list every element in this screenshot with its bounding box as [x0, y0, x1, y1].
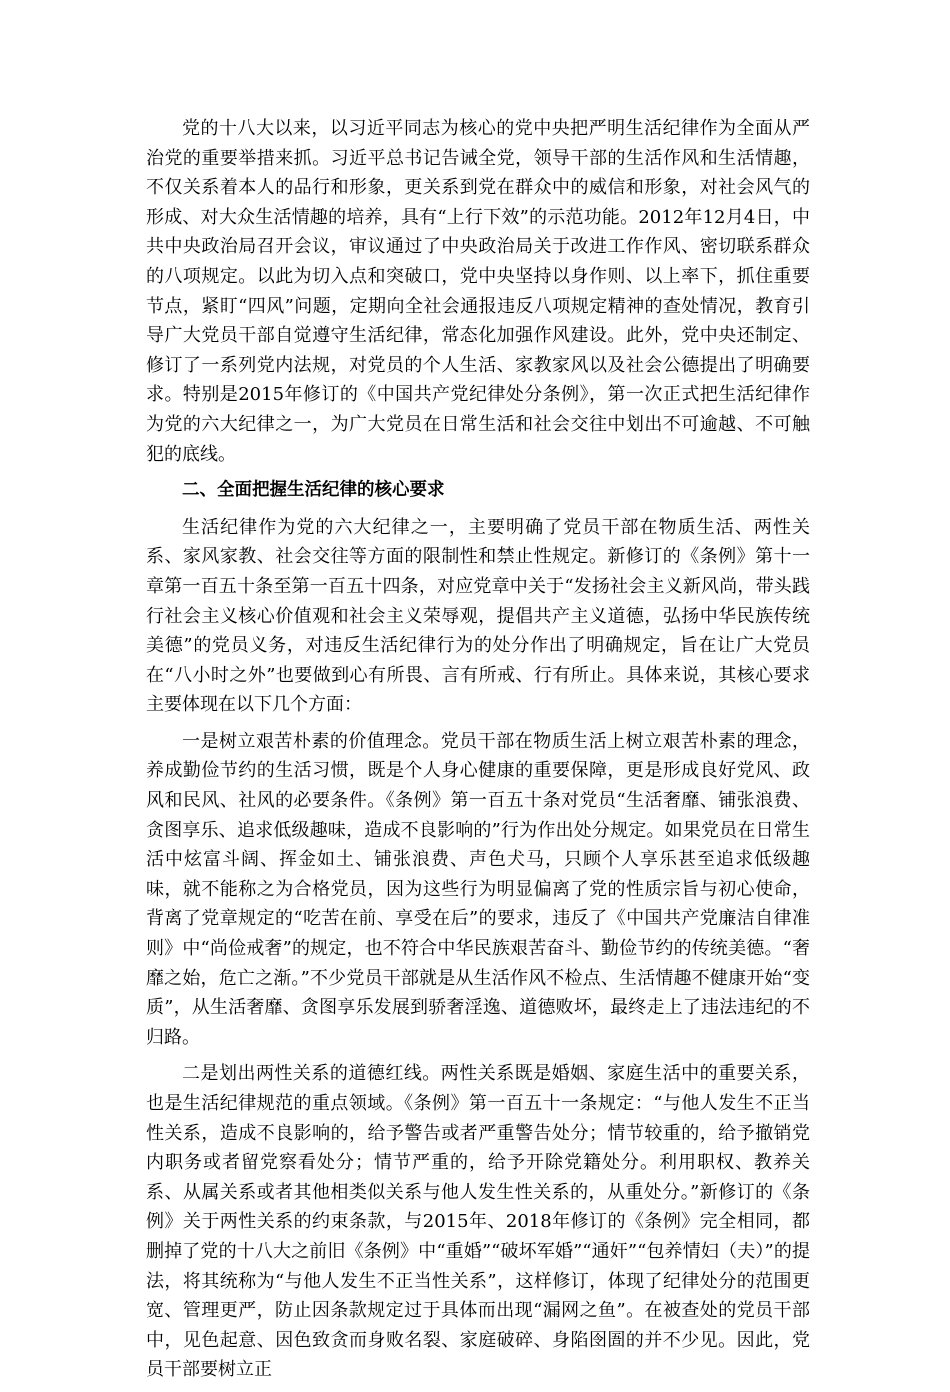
paragraph-point-two: 二是划出两性关系的道德红线。两性关系既是婚姻、家庭生活中的重要关系，也是生活纪律规范的重点领域。《条例》第一百五十一条规定：“与他人发生不正当性关系，造成不良影响的，给予警告或者严重警告处分；情节较重的，给予撤销党内职务或者留党察看处分；情节严重的，给予开除党籍处分。利用职权、教养关系、从属关系或者其他相类似关系与他人发生性关系的，从重处分。”新修订的《条例》关于两性关系的约束条款，与2015年、2018年修订的《条例》完全相同，都删掉了党的十八大之前旧《条例》中“重婚”“破坏军婚”“通奸”“包养情妇（夫）”的提法，将其统称为“与他人发生不正当性关系”，这样修订，体现了纪律处分的范围更宽、管理更严，防止因条款规定过于具体而出现“漏网之鱼”。在被查处的党员干部中，见色起意、因色致贪而身败名裂、家庭破碎、身陷囹圄的并不少见。因此，党员干部要树立正	[146, 1063, 810, 1381]
section-heading: 二、全面把握生活纪律的核心要求	[182, 480, 445, 501]
paragraph-point-one: 一是树立艰苦朴素的价值理念。党员干部在物质生活上树立艰苦朴素的理念，养成勤俭节约的生活习惯，既是个人身心健康的重要保障，更是形成良好党风、政风和民风、社风的必要条件。《条例》第一百五十条对党员“生活奢靡、铺张浪费、贪图享乐、追求低级趣味，造成不良影响的”行为作出处分规定。如果党员在日常生活中炫富斗阔、挥金如土、铺张浪费、声色犬马，只顾个人享乐甚至追求低级趣味，就不能称之为合格党员，因为这些行为明显偏离了党的性质宗旨与初心使命，背离了党章规定的“吃苦在前、享受在后”的要求，违反了《中国共产党廉洁自律准则》中“尚俭戒奢”的规定，也不符合中华民族艰苦奋斗、勤俭节约的传统美德。“奢靡之始，危亡之渐。”不少党员干部就是从生活作风不检点、生活情趣不健康开始“变质”，从生活奢靡、贪图享乐发展到骄奢淫逸、道德败坏，最终走上了违法违纪的不归路。	[146, 730, 810, 1048]
paragraph-intro: 党的十八大以来，以习近平同志为核心的党中央把严明生活纪律作为全面从严治党的重要举措来抓。习近平总书记告诫全党，领导干部的生活作风和生活情趣，不仅关系着本人的品行和形象，更关系到党在群众中的威信和形象，对社会风气的形成、对大众生活情趣的培养，具有“上行下效”的示范功能。2012年12月4日，中共中央政治局召开会议，审议通过了中央政治局关于改进工作作风、密切联系群众的八项规定。以此为切入点和突破口，党中央坚持以身作则、以上率下，抓住重要节点，紧盯“四风”问题，定期向全社会通报违反八项规定精神的查处情况，教育引导广大党员干部自觉遵守生活纪律，常态化加强作风建设。此外，党中央还制定、修订了一系列党内法规，对党员的个人生活、家教家风以及社会公德提出了明确要求。特别是2015年修订的《中国共产党纪律处分条例》，第一次正式把生活纪律作为党的六大纪律之一，为广大党员在日常生活和社会交往中划出不可逾越、不可触犯的底线。	[146, 118, 810, 465]
paragraph-overview: 生活纪律作为党的六大纪律之一，主要明确了党员干部在物质生活、两性关系、家风家教、社会交往等方面的限制性和禁止性规定。新修订的《条例》第十一章第一百五十条至第一百五十四条，对应党章中关于“发扬社会主义新风尚，带头践行社会主义核心价值观和社会主义荣辱观，提倡共产主义道德，弘扬中华民族传统美德”的党员义务，对违反生活纪律行为的处分作出了明确规定，旨在让广大党员在“八小时之外”也要做到心有所畏、言有所戒、行有所止。具体来说，其核心要求主要体现在以下几个方面：	[146, 516, 810, 716]
document-body	[146, 114, 810, 1392]
